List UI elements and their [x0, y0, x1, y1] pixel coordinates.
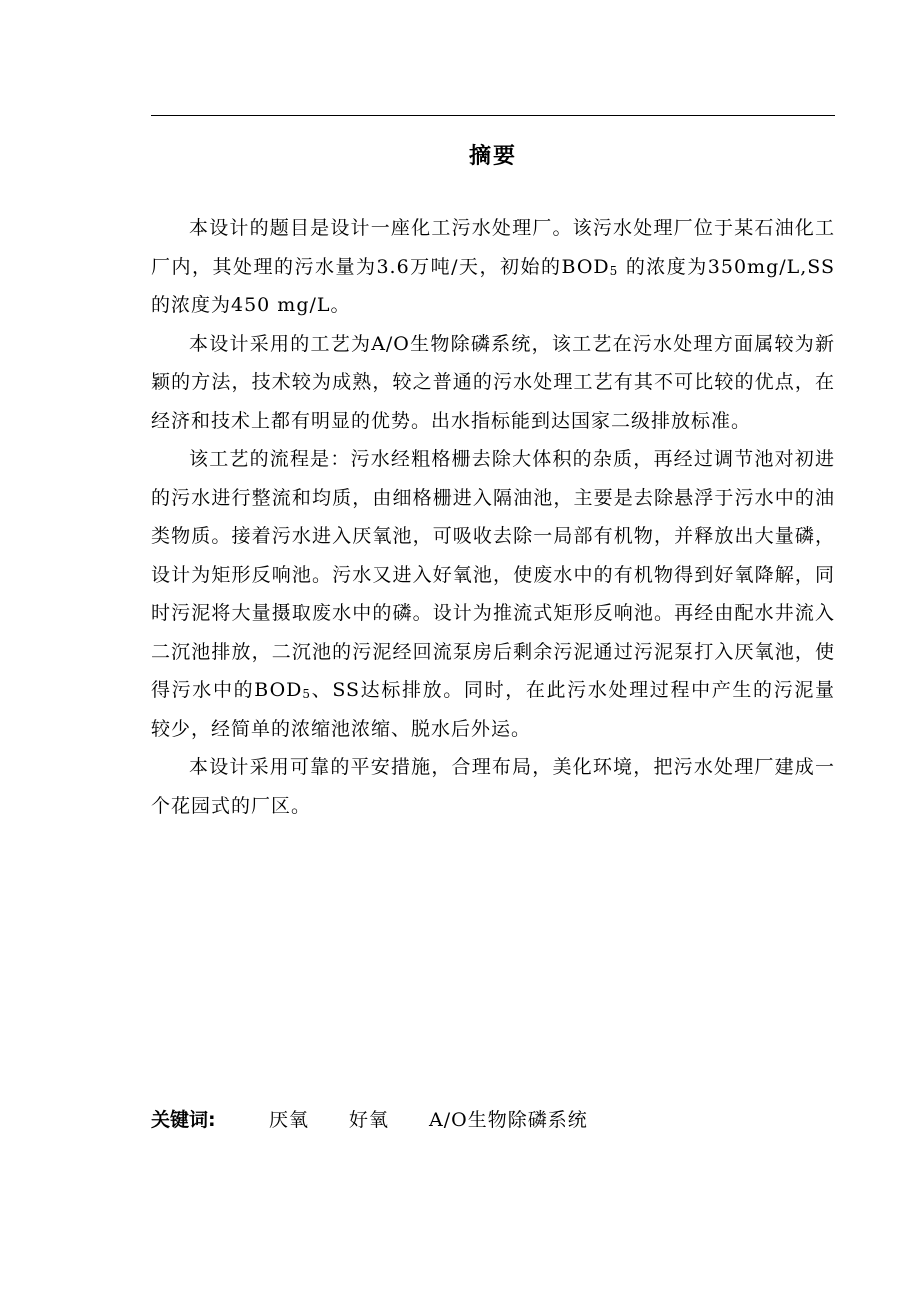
bod-subscript: 5	[302, 687, 312, 701]
paragraph-1-text-b: 的浓度为350mg/L,SS的浓度为450 mg/L。	[151, 255, 835, 316]
abstract-title: 摘要	[468, 144, 517, 169]
paragraph-3	[151, 440, 835, 748]
bod-subscript: 5	[609, 263, 619, 278]
keywords-label: 关键词:	[151, 1109, 216, 1131]
keyword: A/O生物除磷系统	[429, 1109, 588, 1131]
paragraph-3-text-b: 、SS达标排放。同时，在此污水处理过程中产生的污泥量较少，经简单的浓缩池浓缩、脱水后外运。	[151, 679, 835, 740]
paragraph-4: 本设计采用可靠的平安措施，合理布局，美化环境，把污水处理厂建成一个花园式的厂区。	[151, 756, 835, 817]
abstract-body	[151, 209, 835, 825]
paragraph-3-text-a: 该工艺的流程是：污水经粗格栅去除大体积的杂质，再经过调节池对初进的污水进行整流和均质，由细格栅进入隔油池，主要是去除悬浮于污水中的油类物质。接着污水进入厌氧池，可吸收去除一局部有机物，并释放出大量磷，设计为矩形反响池。污水又进入好氧池，使废水中的有机物得到好氧降解，同时污泥将大量摄取废水中的磷。设计为推流式矩形反响池。再经由配水井流入二沉池排放，二沉池的污泥经回流泵房后剩余污泥通过污泥泵打入厌氧池，使得污水中的BOD	[151, 448, 835, 701]
paragraph-1-text-a: 本设计的题目是设计一座化工污水处理厂。该污水处理厂位于某石油化工厂内，其处理的污水量为3.6万吨/天，初始的BOD	[151, 217, 835, 278]
paragraph-1	[151, 209, 835, 325]
paragraph-2: 本设计采用的工艺为A/O生物除磷系统，该工艺在污水处理方面属较为新颖的方法，技术较为成熟，较之普通的污水处理工艺有其不可比较的优点，在经济和技术上都有明显的优势。出水指标能到达国家二级排放标准。	[151, 332, 835, 432]
keyword: 厌氧	[269, 1109, 310, 1131]
keyword: 好氧	[349, 1109, 390, 1131]
header-rule	[151, 115, 835, 116]
keywords-line	[151, 1103, 628, 1137]
